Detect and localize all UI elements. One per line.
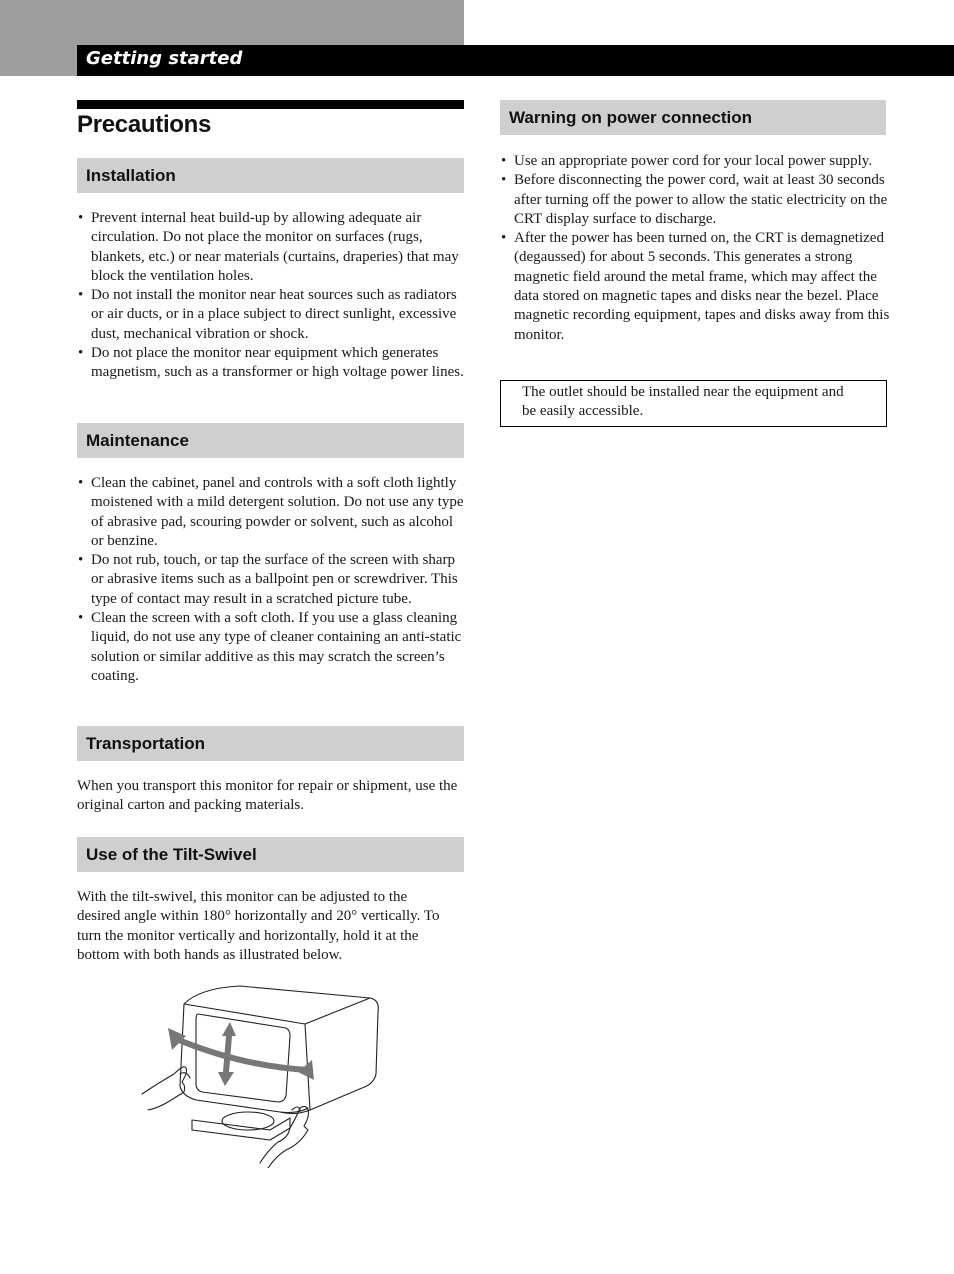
list-item: • After the power has been turned on, the CRT is demagnetized (degaussed) for about 5 seconds. This generates a strong magnetic field around the metal frame, which may affect the data stored on magnetic tapes and disks near the bezel. Place magnetic recording equipment, tapes and disks away from this monitor. [500, 229, 890, 345]
list-item: • Clean the cabinet, panel and controls with a soft cloth lightly moistened with a mild detergent solution. Do not use any type of abrasive pad, scouring powder or solvent, such as alcohol or benzine. [77, 474, 467, 551]
transportation-heading: Transportation [77, 726, 464, 761]
list-item: • Use an appropriate power cord for your local power supply. [500, 152, 890, 171]
outlet-note: The outlet should be installed near the equipment and be easily accessible. [500, 380, 887, 427]
list-item: • Prevent internal heat build-up by allowing adequate air circulation. Do not place the monitor on surfaces (rugs, blankets, etc.) or near materials (curtains, draperies) that may block the ventilation holes. [77, 209, 467, 286]
monitor-tilt-swivel-illustration [140, 978, 385, 1168]
list-item: • Before disconnecting the power cord, wait at least 30 seconds after turning off the power to allow the static electricity on the CRT display surface to discharge. [500, 171, 890, 229]
power-list [500, 152, 890, 345]
installation-heading: Installation [77, 158, 464, 193]
title-rule [77, 100, 464, 109]
section-header-label: Getting started [86, 48, 243, 69]
section-header-bar [77, 45, 954, 76]
power-heading: Warning on power connection [500, 100, 886, 135]
transportation-text: When you transport this monitor for repair or shipment, use the original carton and packing materials. [77, 778, 458, 814]
list-item: • Clean the screen with a soft cloth. If you use a glass cleaning liquid, do not use any type of cleaner containing an anti-static solution or similar additive as this may scratch the screen’s coating. [77, 609, 467, 686]
maintenance-heading: Maintenance [77, 423, 464, 458]
tilt-swivel-text: With the tilt-swivel, this monitor can be adjusted to the desired angle within 180° horizontally and 20° vertically. To turn the monitor vertically and horizontally, hold it at the bottom with both hands as illustrated below. [77, 889, 440, 963]
list-item: • Do not rub, touch, or tap the surface of the screen with sharp or abrasive items such as a ballpoint pen or screwdriver. This type of contact may result in a scratched picture tube. [77, 551, 467, 609]
installation-list [77, 209, 467, 383]
list-item: • Do not place the monitor near equipment which generates magnetism, such as a transformer or high voltage power lines. [77, 344, 467, 383]
maintenance-list [77, 474, 467, 686]
tilt-swivel-heading: Use of the Tilt-Swivel [77, 837, 464, 872]
list-item: • Do not install the monitor near heat sources such as radiators or air ducts, or in a place subject to direct sunlight, excessive dust, mechanical vibration or shock. [77, 286, 467, 344]
page-title: Precautions [77, 111, 212, 138]
